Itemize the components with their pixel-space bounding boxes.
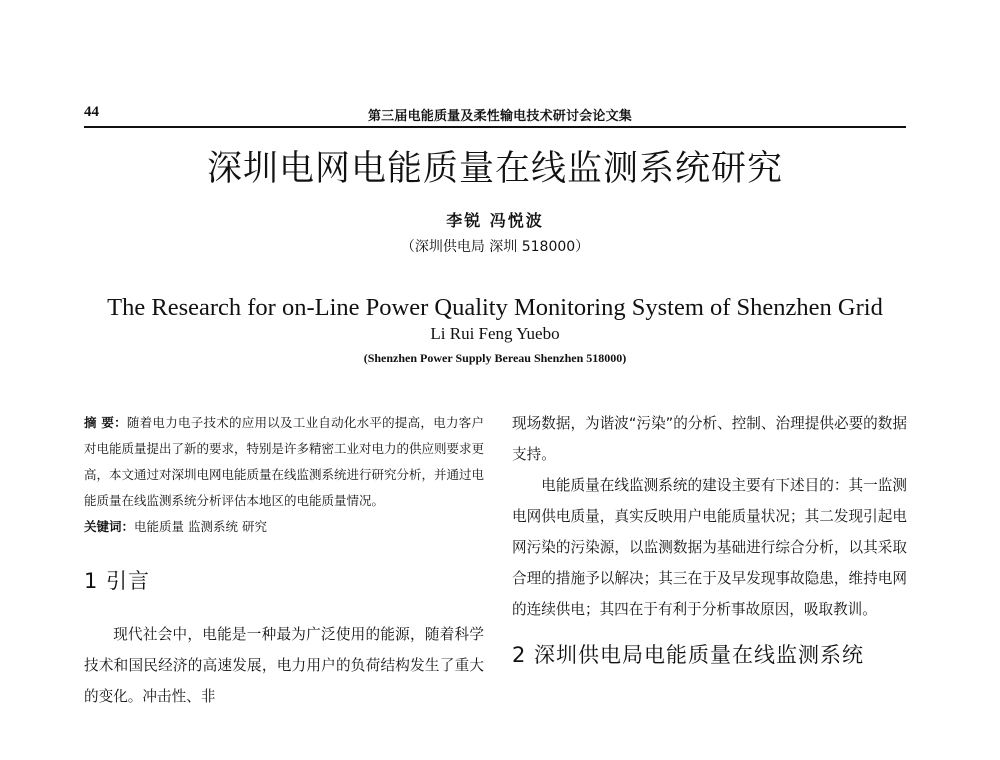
keywords-text: 电能质量 监测系统 研究 (134, 519, 267, 534)
page-number: 44 (84, 104, 99, 120)
section-1-paragraph: 现代社会中，电能是一种最为广泛使用的能源，随着科学技术和国民经济的高速发展，电力用户的负荷结构发生了重大的变化。冲击性、非 (84, 626, 484, 705)
right-column (512, 408, 907, 670)
abstract (84, 410, 484, 514)
header-rule (84, 126, 906, 128)
running-head: 第三届电能质量及柔性输电技术研讨会论文集 (367, 109, 632, 124)
abstract-label: 摘 要： (84, 415, 127, 430)
keywords-label: 关键词： (84, 519, 135, 534)
affiliation-chinese: （深圳供电局 深圳 518000） (400, 239, 590, 255)
title-chinese: 深圳电网电能质量在线监测系统研究 (206, 149, 783, 189)
authors-english: Li Rui Feng Yuebo (430, 324, 560, 343)
left-column (84, 410, 484, 712)
authors-chinese: 李锐 冯悦波 (446, 211, 544, 230)
right-paragraph-1: 现场数据，为谐波“污染”的分析、控制、治理提供必要的数据支持。 (512, 415, 907, 463)
abstract-text: 随着电力电子技术的应用以及工业自动化水平的提高，电力客户对电能质量提出了新的要求，特别是许多精密工业对电力的供应则要求更高，本文通过对深圳电网电能质量在线监测系统进行研究分析，并通过电能质量在线监测系统分析评估本地区的电能质量情况。 (84, 415, 485, 508)
title-english: The Research for on-Line Power Quality Monitoring System of Shenzhen Grid (107, 294, 883, 321)
keywords (84, 514, 484, 540)
section-1-heading: 1 引言 (84, 569, 151, 593)
right-paragraph-2: 电能质量在线监测系统的建设主要有下述目的：其一监测电网供电质量，真实反映用户电能质量状况；其二发现引起电网污染的污染源，以监测数据为基础进行综合分析，以其采取合理的措施予以解决；其三在于及早发现事故隐患，维持电网的连续供电；其四在于有利于分析事故原因，吸取教训。 (512, 477, 907, 618)
section-2-heading: 2 深圳供电局电能质量在线监测系统 (512, 643, 865, 667)
affiliation-english: (Shenzhen Power Supply Bereau Shenzhen 518000) (363, 351, 627, 365)
